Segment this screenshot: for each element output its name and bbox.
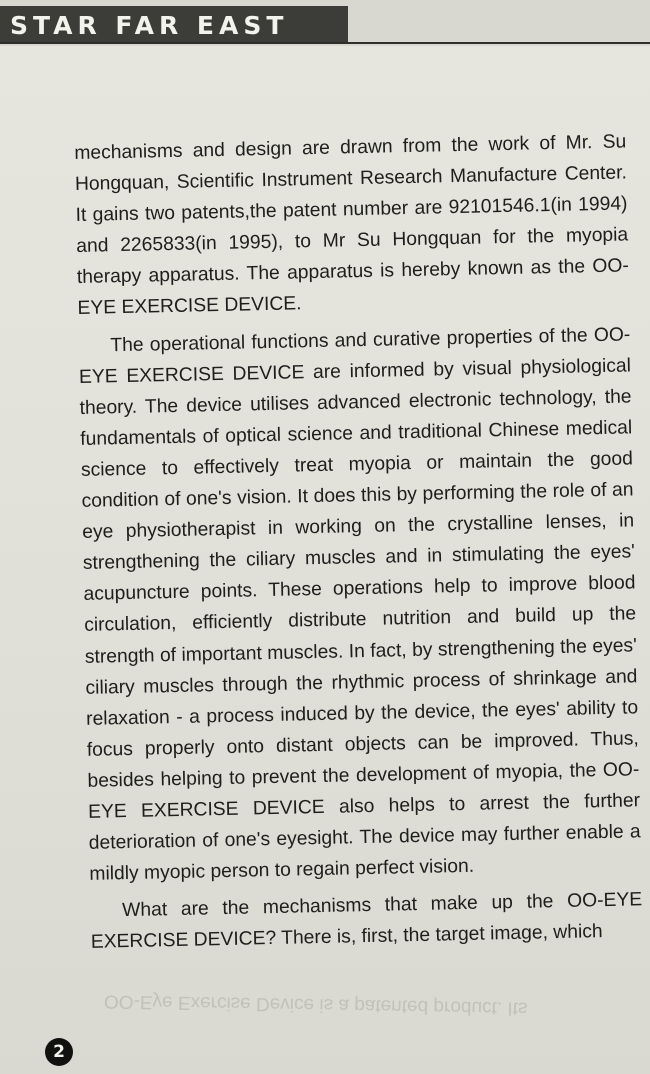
page-number-badge [45, 1038, 73, 1066]
header-rule [0, 42, 650, 44]
running-header-title: STAR FAR EAST [10, 10, 289, 40]
page-number: 2 [53, 1042, 65, 1062]
page-header [0, 0, 650, 46]
paragraph-1: mechanisms and design are drawn from the work of Mr. Su Hongquan, Scientific Instrument Research Manufacture Center. It gains two patents,the patent number are 92101546.1(in 1994) and 2265833(in 1995), to Mr Su Hongquan for the myopia therapy apparatus. The apparatus is hereby known as the OO-EYE EXERCISE DEVICE. [74, 131, 630, 320]
paragraph-3: What are the mechanisms that make up the OO-EYE EXERCISE DEVICE? There is, first, the target image, which [90, 889, 643, 954]
running-header-label [0, 6, 348, 44]
body-text [74, 126, 643, 958]
paragraph-2: The operational functions and curative properties of the OO-EYE EXERCISE DEVICE are informed by visual physiological theory. The device utilises advanced electronic technology, the fundamentals of optical science and traditional Chinese medical science to effectively treat myopia or maintain the good condition of one's vision. It does this by performing the role of an eye physiotherapist in working on the crystalline lenses, in strengthening the ciliary muscles and in stimulating the eyes' acupuncture points. These operations help to improve blood circulation, efficiently distribute nutrition and build up the strength of important muscles. In fact, by strengthening the eyes' ciliary muscles through the rhythmic process of shrinkage and relaxation - a process induced by the device, the eyes' ability to focus properly onto distant objects can be improved. Thus, besides helping to prevent the development of myopia, the OO-EYE EXERCISE DEVICE also helps to arrest the further deterioration of one's eyesight. The device may further enable a mildly myopic person to regain perfect vision. [78, 323, 641, 885]
bleed-through-text: OO-Eye Exercise Device is a patented product. Its [103, 990, 528, 1019]
